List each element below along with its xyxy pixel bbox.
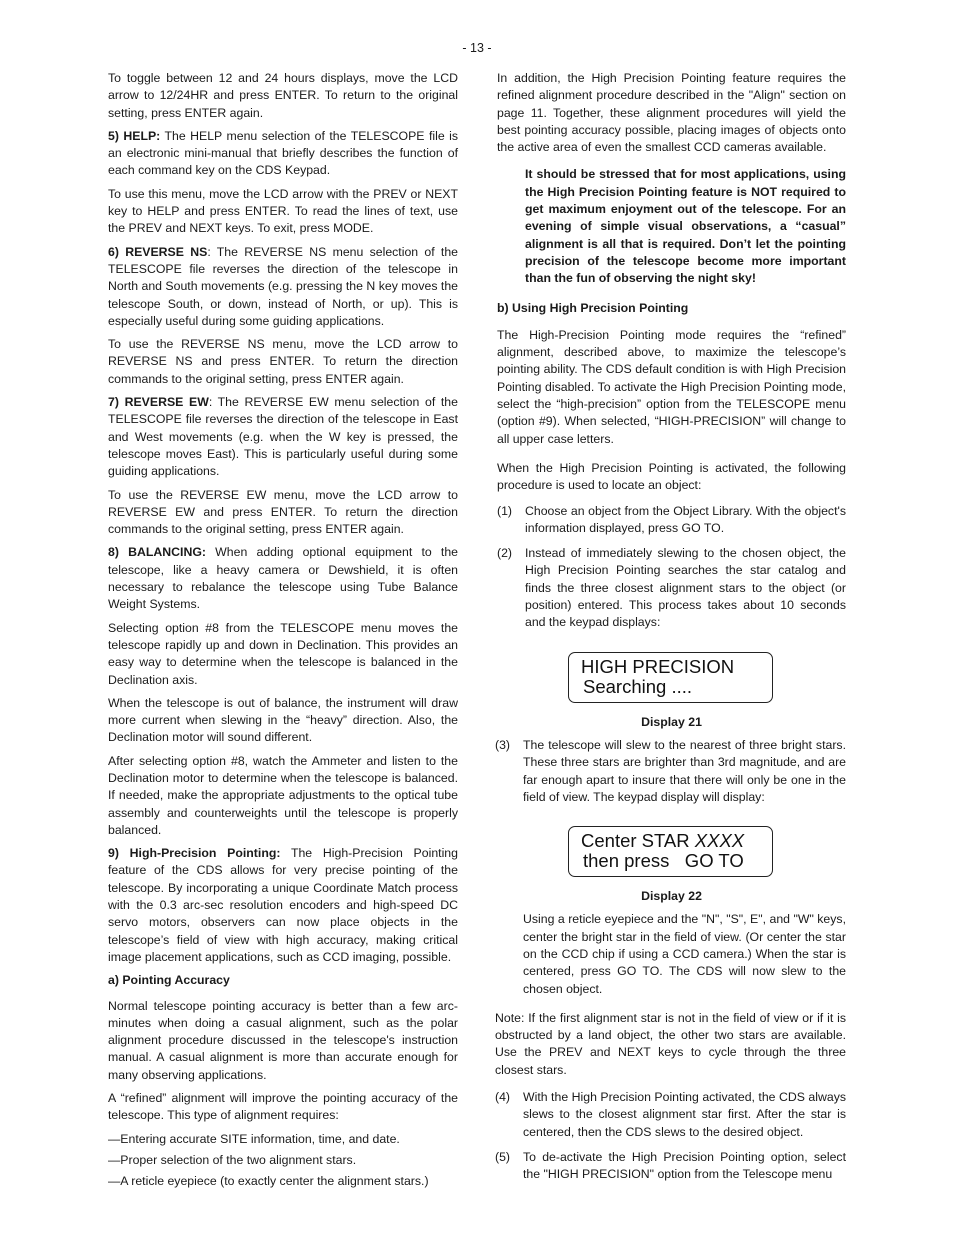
paragraph-using-2: When the High Precision Pointing is activated, the following procedure is used to locate an object: (497, 460, 846, 493)
paragraph-help-use: To use this menu, move the LCD arrow with the PREV or NEXT key to HELP and press ENTER. To read the lines of text, use the PREV and NEXT keys. To exit, press MODE. (108, 186, 458, 236)
paragraph-reverse-ew (108, 394, 458, 480)
paragraph-balancing (108, 544, 458, 613)
requirement-item: —Proper selection of the two alignment stars. (108, 1152, 357, 1167)
step-number: (5) (495, 1149, 511, 1164)
display-caption: Display 22 (641, 889, 702, 904)
paragraph-pointing-accuracy-1: Normal telescope pointing accuracy is better than a few arc-minutes when doing a casual alignment, such as the polar alignment procedure discussed in the telescope's instruction manual. A casual alignment is more than accurate enough for many observing applications. (108, 998, 458, 1082)
paragraph-balancing-4: After selecting option #8, watch the Ammeter and listen to the Declination motor to determine when the telescope is balanced. If needed, make the appropriate adjustments to the optical tube assembly and counterweights until the telescope is properly balanced. (108, 753, 458, 837)
lcd-star-placeholder: XXXX (694, 830, 745, 852)
balancing-text: When adding optional equipment to the telescope, like a heavy camera or Dewshield, it is often necessary to rebalance the telescope using Tube Balance Weight Systems. (108, 545, 458, 612)
reverse-ew-heading: 7) REVERSE EW (108, 395, 209, 410)
step-text: To de-activate the High Precision Pointing option, select the "HIGH PRECISION" option from the Telescope menu (523, 1149, 846, 1182)
paragraph-refined-alignment: In addition, the High Precision Pointing feature requires the refined alignment procedure described in the "Align" section on page 11. Together, these alignment procedures will yield the best pointing accuracy possible, placing images of objects onto the active area of even the smallest CCD cameras available. (497, 71, 846, 155)
help-text: The HELP menu selection of the TELESCOPE file is an electronic mini-manual that briefly describes the function of each command key on the CDS Keypad. (108, 128, 458, 178)
lcd-line-1 (581, 831, 760, 851)
step-number: (2) (497, 546, 513, 561)
paragraph-high-precision (108, 845, 458, 966)
step-number: (3) (495, 737, 511, 752)
lcd-display-21 (568, 652, 773, 703)
reverse-ns-text: : The REVERSE NS menu selection of the TELESCOPE file reverses the direction of the telescope in North and South movements (e.g. pressing the N key moves the telescope South, or down, instead of North, or up). This is especially useful during some guiding applications. (108, 244, 459, 328)
requirement-item: —A reticle eyepiece (to exactly center the alignment stars.) (108, 1174, 429, 1189)
reverse-ns-heading: 6) REVERSE NS (108, 244, 208, 259)
paragraph-help (108, 128, 458, 180)
using-high-precision-heading: b) Using High Precision Pointing (497, 300, 689, 315)
step-number: (1) (497, 503, 513, 518)
lcd-line-1: HIGH PRECISION (581, 655, 735, 677)
paragraph-center-star: Using a reticle eyepiece and the "N", "S", E", and "W" keys, center the bright star in the field of view. (Or center the star on the CCD chip if using a CCD camera.) When the star is centered, press GO TO. The CDS will now slew to the chosen object. (523, 912, 846, 996)
note-paragraph: Note: If the first alignment star is not in the field of view or if it is obstructed by a land object, the other two stars are available. Use the PREV and NEXT keys to cycle through the three closest stars. (495, 1010, 846, 1077)
requirement-item: —Entering accurate SITE information, time, and date. (108, 1131, 400, 1146)
emphasis-note: It should be stressed that for most applications, using the High Precision Pointing feature is NOT required to get maximum enjoyment out of the telescope. For an evening of simple visual observations, a “casual” alignment is all that is required. Don’t let the pointing precision of the telescope become more important than the fun of observing the night sky! (525, 167, 846, 286)
high-precision-heading: 9) High-Precision Pointing: (108, 846, 281, 861)
step-text: Instead of immediately slewing to the chosen object, the High Precision Pointing searches the star catalog and finds the three closest alignment stars to the object (or position) entered. This process takes about 10 seconds and the keypad displays: (525, 546, 846, 630)
reverse-ew-text: : The REVERSE EW menu selection of the TELESCOPE file reverses the direction of the telescope in East and West movements (e.g. when the W key is pressed, the telescope moves East). This is particularly useful during some guiding applications. (108, 395, 458, 479)
paragraph-pointing-accuracy-2: A “refined” alignment will improve the pointing accuracy of the telescope. This type of alignment requires: (108, 1091, 458, 1123)
step-text: With the High Precision Pointing activated, the CDS always slews to the closest alignment star first. After the star is centered, then the CDS slews to the desired object. (523, 1090, 846, 1139)
left-column (108, 70, 458, 1195)
lcd-line-2: Searching .... (583, 675, 693, 697)
paragraph-reverse-ns (108, 244, 458, 330)
pointing-accuracy-heading: a) Pointing Accuracy (108, 973, 230, 988)
step-text: The telescope will slew to the nearest of three bright stars. These three stars are brighter than 3rd magnitude, and are far enough apart to insure that there will only be one in the field of view. The keypad display will display: (523, 737, 846, 804)
high-precision-text: The High-Precision Pointing feature of the CDS allows for very precise pointing of the telescope. By incorporating a unique Coordinate Match process with the 0.3 arc-sec resolution encoders and high-speed DC servo motors, observers can now place objects in the telescope’s field of view with high accuracy, making critical image placement applications, such as CCD imaging, possible. (108, 846, 458, 964)
paragraph-reverse-ew-use: To use the REVERSE EW menu, move the LCD arrow to REVERSE EW and press ENTER. To return the direction commands to the original setting, press ENTER again. (108, 487, 458, 537)
procedure-step (497, 503, 846, 538)
step-number: (4) (495, 1090, 511, 1105)
paragraph-12-24-toggle: To toggle between 12 and 24 hours displays, move the LCD arrow to 12/24HR and press ENTER. To return to the original setting, press ENTER again. (108, 71, 458, 120)
paragraph-using-1: The High-Precision Pointing mode requires the “refined” alignment, described above, to maximize the telescope’s pointing ability. The CDS default condition is with High Precision Pointing disabled. To activate the High Precision Pointing mode, select the “high-precision” option from the TELESCOPE menu (option #9). When selected, “HIGH-PRECISION” will change to all upper case letters. (497, 327, 846, 446)
display-caption: Display 21 (641, 714, 702, 729)
paragraph-balancing-3: When the telescope is out of balance, the instrument will draw more current when slewing in the “heavy” direction. Also, the Declination motor will sound different. (108, 695, 458, 745)
procedure-step (495, 1149, 846, 1184)
lcd-text: Center STAR (581, 830, 695, 852)
procedure-step (495, 737, 846, 806)
procedure-step (497, 545, 846, 631)
right-column (497, 70, 846, 1192)
paragraph-balancing-2: Selecting option #8 from the TELESCOPE menu moves the telescope rapidly up and down in Declination. This provides an easy way to determine when the telescope is balanced in the Declination axis. (108, 620, 458, 687)
lcd-line-2: then press GO TO (583, 850, 744, 872)
procedure-step (495, 1089, 846, 1141)
lcd-display-22 (568, 826, 773, 877)
paragraph-reverse-ns-use: To use the REVERSE NS menu, move the LCD arrow to REVERSE NS and press ENTER. To return the direction commands to the original setting, press ENTER again. (108, 337, 458, 386)
page-number: - 13 - (462, 41, 492, 55)
balancing-heading: 8) BALANCING: (108, 545, 206, 560)
step-text: Choose an object from the Object Library. With the object's information displayed, press GO TO. (525, 503, 846, 535)
help-heading: 5) HELP: (108, 128, 161, 143)
